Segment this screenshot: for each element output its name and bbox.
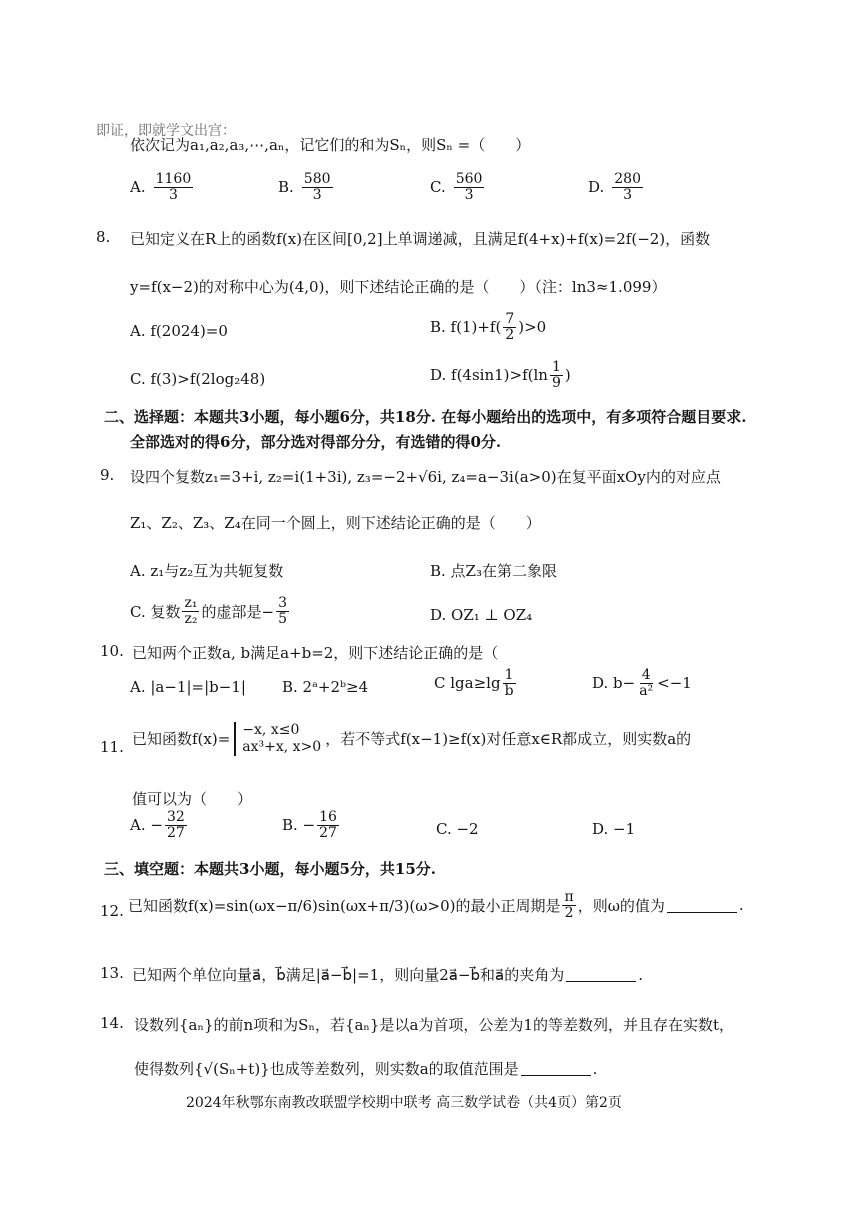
numerator: z₁ xyxy=(184,595,198,611)
page-footer: 2024年秋鄂东南教改联盟学校期中联考 高三数学试卷（共4页）第2页 xyxy=(186,1095,622,1111)
numerator: 4 xyxy=(641,667,651,683)
q9-option-c xyxy=(130,596,289,626)
q8-option-c: C. f(3)>f(2log₂48) xyxy=(130,370,266,388)
fraction xyxy=(276,596,289,626)
option-label: B. − xyxy=(282,816,316,835)
section2-line2: 全部选对的得6分，部分选对得部分分，有选错的得0分. xyxy=(130,433,502,451)
q9-line1: 设四个复数z₁=3+i, z₂=i(1+3i), z₃=−2+√6i, z₄=a−3i(a>0)在复平面xOy内的对应点 xyxy=(130,468,721,486)
q12-prefix: 已知函数f(x)=sin(ωx−π/6)sin(ωx+π/3)(ω>0)的最小正周期是 xyxy=(128,896,561,915)
q13-stem: 已知两个单位向量a⃗，b⃗满足|a⃗−b⃗|=1，则向量2a⃗−b⃗和a⃗的夹角为 xyxy=(132,966,565,984)
numerator: 1 xyxy=(551,359,561,375)
q11-number: 11. xyxy=(100,738,124,756)
denominator: 3 xyxy=(168,186,178,203)
denominator: b xyxy=(504,682,514,699)
q11-option-a xyxy=(130,810,187,840)
q9-option-d: D. OZ₁ ⊥ OZ₄ xyxy=(430,606,533,624)
denominator: 2 xyxy=(564,904,574,921)
answer-blank[interactable] xyxy=(566,967,636,982)
fraction xyxy=(454,172,485,202)
denominator: 27 xyxy=(319,824,337,841)
option-label: D. xyxy=(588,178,605,197)
q8-option-d xyxy=(430,360,571,390)
option-label: C. xyxy=(430,178,446,197)
numerator: 32 xyxy=(166,809,185,825)
fraction xyxy=(503,312,516,342)
q11-stem xyxy=(132,722,691,756)
option-label: B. f(1)+f( xyxy=(430,318,502,337)
q14-line1: 设数列{aₙ}的前n项和为Sₙ，若{aₙ}是以a为首项，公差为1的等差数列，并且存在实数t， xyxy=(134,1016,734,1034)
q8-option-a: A. f(2024)=0 xyxy=(130,322,228,340)
period: . xyxy=(738,896,744,915)
q12-text xyxy=(128,890,744,920)
option-tail: <−1 xyxy=(657,674,692,693)
denominator: 9 xyxy=(551,374,561,391)
denominator: 5 xyxy=(278,610,287,627)
q9-option-b: B. 点Z₃在第二象限 xyxy=(430,562,557,580)
option-label: C lga≥lg xyxy=(434,674,501,693)
q10-number: 10. xyxy=(100,642,124,660)
q8-line2: y=f(x−2)的对称中心为(4,0)，则下述结论正确的是（ ）（注：ln3≈1.099） xyxy=(130,278,667,296)
answer-blank[interactable] xyxy=(667,898,737,913)
piece-case-1: −x, x≤0 xyxy=(242,722,300,738)
q9-line2: Z₁、Z₂、Z₃、Z₄在同一个圆上，则下述结论正确的是（ ） xyxy=(130,514,541,532)
q7-option-c xyxy=(430,172,484,202)
option-tail: ) xyxy=(564,366,571,385)
q7-option-d xyxy=(588,172,643,202)
option-label: B. xyxy=(278,178,294,197)
q7-option-a xyxy=(130,172,193,202)
q13-number: 13. xyxy=(100,964,124,982)
denominator: 27 xyxy=(166,824,185,841)
q9-number: 9. xyxy=(100,466,115,484)
fraction xyxy=(317,810,339,840)
piecewise xyxy=(234,722,321,756)
q14-number: 14. xyxy=(100,1014,124,1032)
answer-blank[interactable] xyxy=(521,1061,591,1076)
header-fragment: 即证，即就学文出宫： xyxy=(96,123,236,139)
denominator: 3 xyxy=(312,186,322,203)
fraction xyxy=(182,596,199,626)
option-mid: 的虚部是− xyxy=(201,602,275,621)
q12-number: 12. xyxy=(100,902,124,920)
option-tail: )>0 xyxy=(518,318,547,337)
denominator: 3 xyxy=(464,186,474,203)
option-label: A. xyxy=(130,178,146,197)
option-label: D. f(4sin1)>f(ln xyxy=(430,366,548,385)
section2-line1: 二、选择题：本题共3小题，每小题6分，共18分. 在每小题给出的选项中，有多项符合题目要求. xyxy=(104,408,747,426)
denominator: 2 xyxy=(505,326,515,343)
denominator: a² xyxy=(639,682,654,699)
piece-case-2: ax³+x, x>0 xyxy=(242,738,322,755)
q8-number: 8. xyxy=(96,228,111,246)
q10-option-d xyxy=(592,668,692,698)
q14-stem: 使得数列{√(Sₙ+t)}也成等差数列，则实数a的取值范围是 xyxy=(134,1060,519,1078)
fraction xyxy=(637,668,655,698)
q11-option-d: D. −1 xyxy=(592,820,636,838)
numerator: 7 xyxy=(505,311,515,327)
fraction xyxy=(503,668,516,698)
q10-option-c xyxy=(434,668,516,698)
stem-prefix: 已知函数f(x)= xyxy=(132,730,231,749)
denominator: 3 xyxy=(623,186,633,203)
q10-option-b: B. 2ᵃ+2ᵇ≥4 xyxy=(282,678,369,696)
q14-line2 xyxy=(134,1058,597,1079)
numerator: 1 xyxy=(504,667,514,683)
q10-stem: 已知两个正数a, b满足a+b=2，则下述结论正确的是（ xyxy=(132,644,499,662)
fraction xyxy=(154,172,194,202)
q11-option-b xyxy=(282,810,339,840)
fraction xyxy=(612,172,643,202)
q8-line1: 已知定义在R上的函数f(x)在区间[0,2]上单调递减，且满足f(4+x)+f(x)=2f(−2)，函数 xyxy=(130,230,711,248)
numerator: 580 xyxy=(303,171,331,187)
fraction xyxy=(562,890,575,920)
numerator: 3 xyxy=(278,595,287,611)
denominator: z₂ xyxy=(184,610,198,627)
q13-text xyxy=(132,964,643,985)
numerator: π xyxy=(564,889,574,905)
numerator: 280 xyxy=(614,171,641,187)
fraction xyxy=(165,810,187,840)
option-label: A. − xyxy=(130,816,163,835)
q8-option-b xyxy=(430,312,546,342)
q7-option-b xyxy=(278,172,333,202)
section3-heading: 三、填空题：本题共3小题，每小题5分，共15分. xyxy=(104,860,436,878)
q11-line2: 值可以为（ ） xyxy=(132,790,253,808)
fraction xyxy=(302,172,333,202)
period: . xyxy=(592,1059,598,1078)
period: . xyxy=(638,965,644,984)
q10-option-a: A. |a−1|=|b−1| xyxy=(130,678,246,696)
numerator: 1160 xyxy=(155,171,192,187)
fraction xyxy=(550,360,563,390)
option-label: D. b− xyxy=(592,674,636,693)
stem-suffix: ，若不等式f(x−1)≥f(x)对任意x∈R都成立，则实数a的 xyxy=(325,730,692,749)
numerator: 16 xyxy=(319,809,337,825)
q11-option-c: C. −2 xyxy=(436,820,479,838)
numerator: 560 xyxy=(455,171,483,187)
q12-suffix: ，则ω的值为 xyxy=(577,896,665,915)
option-label: C. 复数 xyxy=(130,602,181,621)
q9-option-a: A. z₁与z₂互为共轭复数 xyxy=(130,562,284,580)
q7-tail-text: 依次记为a₁,a₂,a₃,⋯,aₙ，记它们的和为Sₙ，则Sₙ =（ ） xyxy=(130,136,531,154)
